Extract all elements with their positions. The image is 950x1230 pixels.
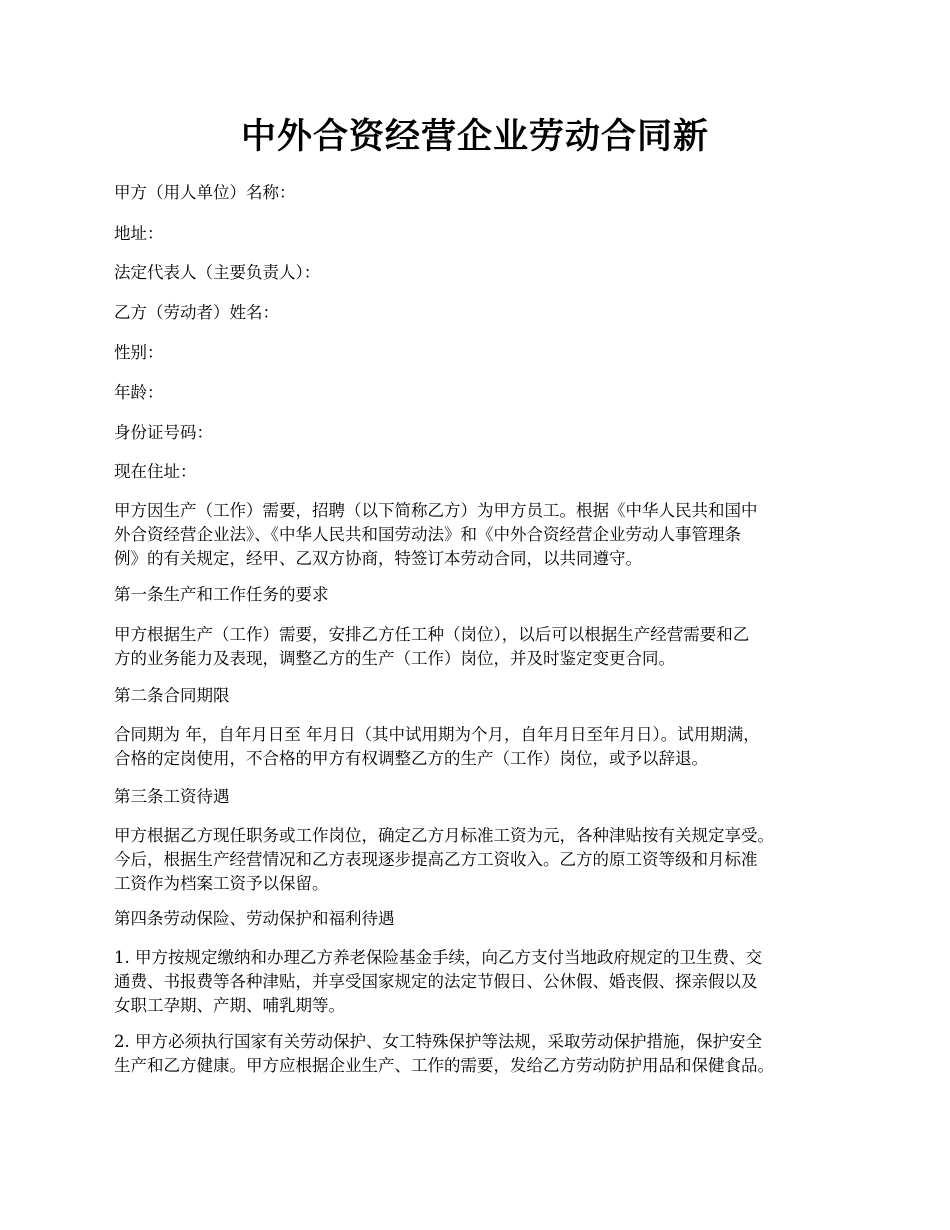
intro-line: 例》的有关规定，经甲、乙双方协商，特签订本劳动合同，以共同遵守。 xyxy=(114,549,642,568)
article4-item1-line: 通费、书报费等各种津贴，并享受国家规定的法定节假日、公休假、婚丧假、探亲假以及 xyxy=(114,972,758,991)
article2-line: 合同期为 年，自年月日至 年月日（其中试用期为个月，自年月日至年月日）。试用期满， xyxy=(114,725,760,744)
article4-item1-line: 1. 甲方按规定缴纳和办理乙方养老保险基金手续，向乙方支付当地政府规定的卫生费、交 xyxy=(114,948,762,967)
article4-heading: 第四条劳动保险、劳动保护和福利待遇 xyxy=(114,909,395,928)
article2-line: 合格的定岗使用，不合格的甲方有权调整乙方的生产（工作）岗位，或予以辞退。 xyxy=(114,749,708,768)
article4-item1 xyxy=(114,946,852,1018)
article4-item2-line: 生产和乙方健康。甲方应根据企业生产、工作的需要，发给乙方劳动防护用品和保健食品。 xyxy=(114,1056,774,1075)
article4-item2-line: 2. 甲方必须执行国家有关劳动保护、女工特殊保护等法规，采取劳动保护措施，保护安全 xyxy=(114,1032,762,1051)
intro-paragraph xyxy=(114,499,852,571)
article4-item2 xyxy=(114,1030,852,1078)
field-age: 年龄： xyxy=(114,383,164,402)
article3-line: 今后，根据生产经营情况和乙方表现逐步提高乙方工资收入。乙方的原工资等级和月标准 xyxy=(114,850,758,869)
field-party-a-name: 甲方（用人单位）名称： xyxy=(114,183,296,202)
article1-line: 方的业务能力及表现，调整乙方的生产（工作）岗位，并及时鉴定变更合同。 xyxy=(114,649,675,668)
document-title: 中外合资经营企业劳动合同新 xyxy=(240,116,709,157)
article4-item1-line: 女职工孕期、产期、哺乳期等。 xyxy=(114,996,345,1015)
field-legal-rep: 法定代表人（主要负责人）： xyxy=(114,263,321,282)
article2-heading: 第二条合同期限 xyxy=(114,686,230,705)
article1-body xyxy=(114,623,852,671)
field-id-number: 身份证号码： xyxy=(114,423,213,442)
article3-line: 甲方根据乙方现任职务或工作岗位，确定乙方月标准工资为元，各种津贴按有关规定享受。 xyxy=(114,826,774,845)
intro-line: 外合资经营企业法》、《中华人民共和国劳动法》和《中外合资经营企业劳动人事管理条 xyxy=(114,525,741,544)
article3-body xyxy=(114,824,852,896)
field-current-address: 现在住址： xyxy=(114,462,197,481)
article1-line: 甲方根据生产（工作）需要，安排乙方任工种（岗位），以后可以根据生产经营需要和乙 xyxy=(114,625,750,644)
field-gender: 性别： xyxy=(114,343,164,362)
field-party-b-name: 乙方（劳动者）姓名： xyxy=(114,303,279,322)
field-address: 地址： xyxy=(114,224,164,243)
article3-heading: 第三条工资待遇 xyxy=(114,787,230,806)
intro-line: 甲方因生产（工作）需要，招聘（以下简称乙方）为甲方员工。根据《中华人民共和国中 xyxy=(114,501,758,520)
article2-body xyxy=(114,723,852,771)
article3-line: 工资作为档案工资予以保留。 xyxy=(114,874,329,893)
article1-heading: 第一条生产和工作任务的要求 xyxy=(114,585,329,604)
